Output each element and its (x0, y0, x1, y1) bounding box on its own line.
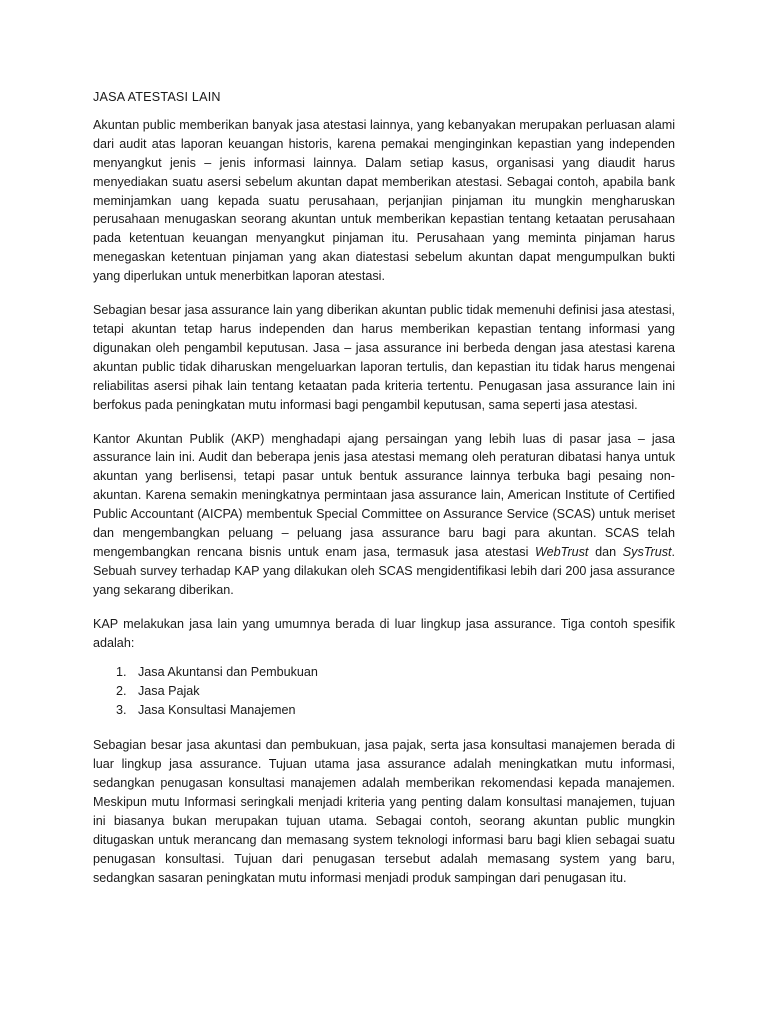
systrust-term: SysTrust (622, 544, 672, 559)
list-item (116, 701, 675, 720)
list-item-label: Jasa Pajak (138, 684, 200, 699)
list-item-number: 1. (116, 665, 127, 680)
list-item-number: 3. (116, 703, 127, 718)
paragraph-2: Sebagian besar jasa assurance lain yang diberikan akuntan public tidak memenuhi definisi jasa atestasi, tetapi akuntan tetap harus independen dan harus memberikan kepastian tentang informasi yang digunakan oleh pengambil keputusan. Jasa – jasa assurance ini berbeda dengan jasa atestasi karena akuntan public tidak diharuskan mengeluarkan laporan tertulis, dan kepastian itu tidak harus mengenai reliabilitas asersi pihak lain tentang ketaatan pada kriteria tertentu. Penugasan jasa assurance lain ini berfokus pada peningkatan mutu informasi bagi pengambil keputusan, sama seperti jasa atestasi. (93, 303, 675, 412)
paragraph-3-text-a: Kantor Akuntan Publik (AKP) menghadapi ajang persaingan yang lebih luas di pasar jasa – jasa assurance lain ini. Audit dan beberapa jenis jasa atestasi memang oleh peraturan dibatasi hanya untuk akuntan yang berlisensi, tetapi pasar untuk bentuk assurance lainnya terbuka bagi pesaing non-akuntan. Karena semakin meningkatnya permintaan jasa assurance lain, American Institute of Certified Public Accountant (AICPA) membentuk Special Committee on Assurance Service (SCAS) untuk meriset dan mengembangkan peluang – peluang jasa assurance baru bagi para akuntan. SCAS telah mengembangkan rencana bisnis untuk enam jasa, termasuk jasa atestasi (93, 431, 675, 559)
list-item-label: Jasa Konsultasi Manajemen (138, 703, 296, 718)
webtrust-term: WebTrust (535, 544, 589, 559)
paragraph-1: Akuntan public memberikan banyak jasa atestasi lainnya, yang kebanyakan merupakan perluasan alami dari audit atas laporan keuangan historis, karena pemakai menginginkan kepastian yang independen menyangkut jenis – jenis informasi lainnya. Dalam setiap kasus, organisasi yang diaudit harus menyediakan suatu asersi sebelum akuntan dapat memberikan atestasi. Sebagai contoh, apabila bank meminjamkan uang kepada suatu perusahaan, perjanjian pinjaman itu mungkin mengharuskan perusahaan menugaskan seorang akuntan untuk memberikan kepastian tentang ketaatan perusahaan pada ketentuan keuangan menyangkut pinjaman itu. Perusahaan yang meminta pinjaman harus menegaskan ketentuan pinjaman yang akan diatestasi sebelum akuntan dapat mengumpulkan bukti yang diperlukan untuk menerbitkan laporan atestasi. (93, 117, 675, 284)
paragraph-3 (93, 430, 675, 600)
list-item-label: Jasa Akuntansi dan Pembukuan (138, 665, 318, 680)
paragraph-4: KAP melakukan jasa lain yang umumnya berada di luar lingkup jasa assurance. Tiga contoh spesifik adalah: (93, 616, 675, 650)
list-item-number: 2. (116, 684, 127, 699)
list-item (116, 663, 675, 682)
services-list (93, 663, 675, 720)
document-title: JASA ATESTASI LAIN (93, 90, 221, 104)
paragraph-3-text-b: dan (588, 544, 623, 559)
list-item (116, 682, 675, 701)
document-body (93, 88, 675, 902)
paragraph-3-text-c: . Sebuah survey terhadap KAP yang dilakukan oleh SCAS mengidentifikasi lebih dari 200 jasa assurance yang sekarang diberikan. (93, 544, 675, 597)
paragraph-5: Sebagian besar jasa akuntasi dan pembukuan, jasa pajak, serta jasa konsultasi manajemen berada di luar lingkup jasa assurance. Tujuan utama jasa assurance adalah meningkatkan mutu informasi, sedangkan penugasan konsultasi manajemen adalah memberikan rekomendasi kepada manajemen. Meskipun mutu Informasi seringkali menjadi kriteria yang penting dalam konsultasi manajemen, tujuan ini biasanya bukan merupakan tujuan utama. Sebagai contoh, seorang akuntan public mungkin ditugaskan untuk merancang dan memasang system teknologi informasi baru bagi klien sebagai suatu penugasan konsultasi. Tujuan dari penugasan tersebut adalah memasang system yang baru, sedangkan sasaran peningkatan mutu informasi menjadi produk sampingan dari penugasan itu. (93, 738, 675, 885)
